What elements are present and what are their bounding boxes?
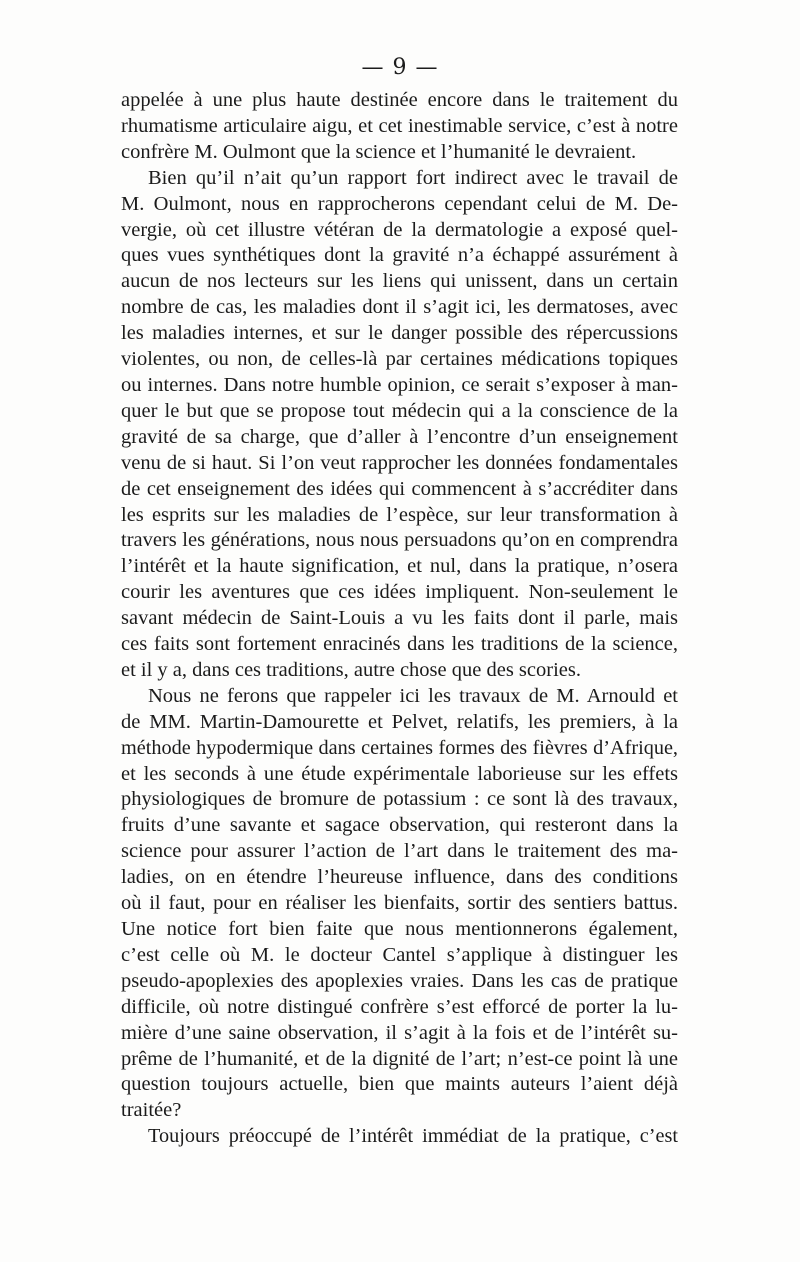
page-number: — 9 — <box>361 55 439 80</box>
text-line: science pour assurer l’action de l’art dans le traitement des ma- <box>121 840 678 863</box>
text-line: et les seconds à une étude expérimentale laborieuse sur les effets <box>121 762 678 785</box>
text-line: et il y a, dans ces traditions, autre chose que des scories. <box>121 658 581 681</box>
text-line: physiologiques de bromure de potassium : ce sont là des travaux, <box>121 788 678 811</box>
text-line: Toujours préoccupé de l’intérêt immédiat de la pratique, c’est <box>148 1125 678 1148</box>
text-line: c’est celle où M. le docteur Cantel s’applique à distinguer les <box>121 943 678 966</box>
text-line: vergie, où cet illustre vétéran de la dermatologie a exposé quel- <box>121 218 678 241</box>
body-text <box>121 88 678 1150</box>
text-line: savant médecin de Saint-Louis a vu les faits dont il parle, mais <box>121 607 678 630</box>
text-line: l’intérêt et la haute signification, et nul, dans la pratique, n’osera <box>121 555 678 578</box>
text-line: les maladies internes, et sur le danger possible des répercussions <box>121 322 678 345</box>
text-line: violentes, ou non, de celles-là par certaines médications topiques <box>121 348 678 371</box>
text-line: venu de si haut. Si l’on veut rapprocher les données fondamentales <box>121 451 678 474</box>
text-line: Nous ne ferons que rappeler ici les travaux de M. Arnould et <box>148 684 678 707</box>
text-line: gravité de sa charge, que d’aller à l’encontre d’un enseignement <box>121 425 678 448</box>
text-line: fruits d’une savante et sagace observation, qui resteront dans la <box>121 814 678 837</box>
text-line: prême de l’humanité, et de la dignité de l’art; n’est-ce point là une <box>121 1047 678 1070</box>
text-line: quer le but que se propose tout médecin qui a la conscience de la <box>121 399 678 422</box>
text-line: de MM. Martin-Damourette et Pelvet, relatifs, les premiers, à la <box>121 710 678 733</box>
text-line: difficile, où notre distingué confrère s’est efforcé de porter la lu- <box>121 995 678 1018</box>
text-line: nombre de cas, les maladies dont il s’agit ici, les dermatoses, avec <box>121 296 678 319</box>
text-line: mière d’une saine observation, il s’agit à la fois et de l’intérêt su- <box>121 1021 678 1044</box>
text-line: appelée à une plus haute destinée encore dans le traitement du <box>121 89 678 111</box>
text-line: ou internes. Dans notre humble opinion, ce serait s’exposer à man- <box>121 373 678 396</box>
text-line: de cet enseignement des idées qui commencent à s’accréditer dans <box>121 477 678 500</box>
text-line: question toujours actuelle, bien que maints auteurs l’aient déjà <box>121 1073 678 1096</box>
text-line: aucun de nos lecteurs sur les liens qui unissent, dans un certain <box>121 270 678 293</box>
text-line: pseudo-apoplexies des apoplexies vraies. Dans les cas de pratique <box>121 969 678 992</box>
text-line: où il faut, pour en réaliser les bienfaits, sortir des sentiers battus. <box>121 892 678 915</box>
text-line: les esprits sur les maladies de l’espèce, sur leur transformation à <box>121 503 678 526</box>
text-line: Bien qu’il n’ait qu’un rapport fort indirect avec le travail de <box>148 166 678 189</box>
text-line: traitée? <box>121 1099 182 1122</box>
text-line: confrère M. Oulmont que la science et l’humanité le devraient. <box>121 140 637 163</box>
text-line: rhumatisme articulaire aigu, et cet inestimable service, c’est à notre <box>121 114 678 137</box>
text-line: ques vues synthétiques dont la gravité n’a échappé assurément à <box>121 244 678 267</box>
text-line: ces faits sont fortement enracinés dans les traditions de la science, <box>121 633 678 656</box>
text-line: courir les aventures que ces idées impliquent. Non-seulement le <box>121 581 678 604</box>
text-line: travers les générations, nous nous persuadons qu’on en comprendra <box>121 529 678 552</box>
text-line: Une notice fort bien faite que nous mentionnerons également, <box>121 918 678 940</box>
text-line: ladies, on en étendre l’heureuse influence, dans des conditions <box>121 866 678 889</box>
text-line: M. Oulmont, nous en rapprocherons cependant celui de M. De- <box>121 192 678 215</box>
text-line: méthode hypodermique dans certaines formes des fièvres d’Afrique, <box>121 736 678 759</box>
